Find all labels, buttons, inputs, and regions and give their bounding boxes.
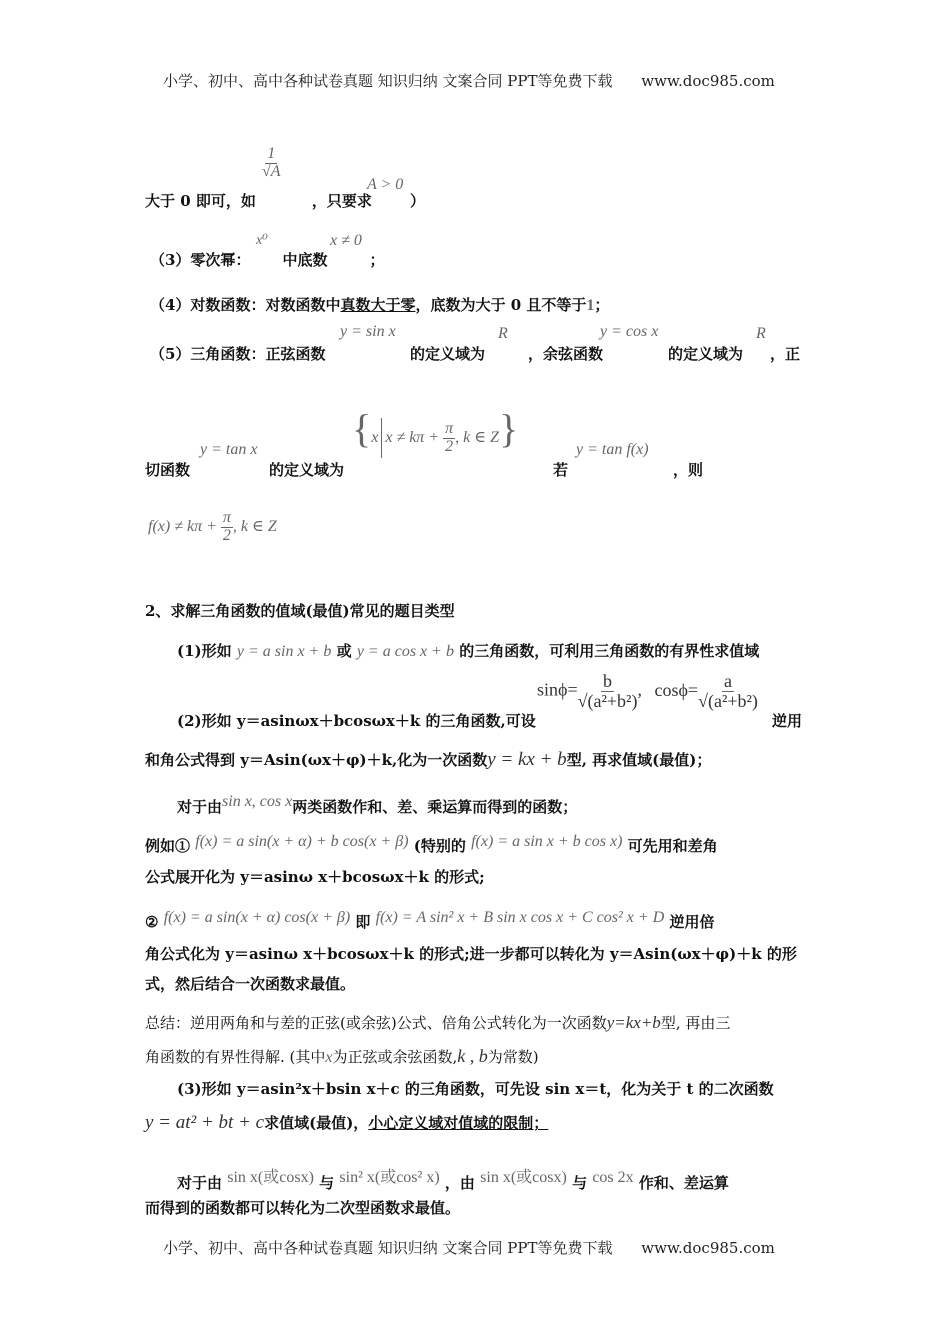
line-p2: （3）零次幂： 中底数 ； [150, 251, 385, 269]
math-fx-condition: f(x) ≠ kπ + $\frac{\pi}{2}$ , k ∈ Z [148, 509, 277, 544]
math-y-tan-fx: y = tan f(x) [576, 441, 649, 458]
page-footer [163, 1237, 775, 1258]
line-t9: 式，然后结合一次函数求最值。 [145, 975, 356, 993]
math-x-ne-0: x ≠ 0 [330, 232, 362, 249]
line-t2: (2)形如 y＝asinωx＋bcosωx＋k 的三角函数,可设 逆用 [177, 712, 803, 730]
math-sinphi-cosphi: sinϕ= $\frac{b}{\text{√(a²+b²)}}$ , cosϕ= $\frac{a}{\text{√(a²+b²)}}$ [537, 671, 758, 711]
header-url[interactable]: www.doc985.com [641, 72, 775, 90]
math-y-sinx: y = sin x [340, 323, 396, 340]
line-t13: y = at² + bt + c求值域(最值)，小心定义域对值域的限制； [145, 1112, 549, 1133]
footer-url[interactable]: www.doc985.com [641, 1239, 775, 1257]
line-t8: 角公式化为 y＝asinω x＋bcosωx＋k 的形式;进一步都可以转化为 y＝Asin(ωx＋φ)＋k 的形 [145, 945, 797, 963]
line-p1: 大于 0 即可，如 ，只要求 [145, 192, 372, 210]
math-R-2: R [756, 325, 766, 342]
section-title: 2、求解三角函数的值域(最值)常见的题目类型 [145, 602, 455, 620]
math-A-positive: A > 0 [367, 176, 404, 193]
math-y-tanx: y = tan x [200, 441, 258, 458]
math-y-cosx: y = cos x [600, 323, 659, 340]
page-header [163, 70, 775, 91]
math-domain-set: {x x ≠ kπ + $\frac{\pi}{2}$ , k ∈ Z} [352, 405, 518, 458]
line-t4: 对于由sin x, cos x两类函数作和、差、乘运算而得到的函数； [177, 793, 578, 816]
line-p5: 切函数 的定义域为 若 ，则 [145, 461, 704, 479]
line-t12: (3)形如 y＝asin²x＋bsin x＋c 的三角函数，可先设 sin x＝t，化为关于 t 的二次函数 [177, 1080, 774, 1098]
math-R-1: R [498, 325, 508, 342]
footer-text: 小学、初中、高中各种试卷真题 知识归纳 文案合同 PPT等免费下载 [163, 1239, 613, 1257]
line-t10: 总结：逆用两角和与差的正弦(或余弦)公式、倍角公式转化为一次函数y=kx+b型, 再由三 [145, 1013, 731, 1032]
line-t6: 公式展开化为 y＝asinω x＋bcosωx＋k 的形式; [145, 868, 485, 886]
line-t5: 例如① f(x) = a sin(x + α) + b cos(x + β) (特别的 f(x) = a sin x + b cos x) 可先用和差角 [145, 833, 718, 855]
line-t1: (1)形如 y = a sin x + b 或 y = a cos x + b 的三角函数，可利用三角函数的有界性求值域 [177, 642, 760, 660]
line-t15: 而得到的函数都可以转化为二次型函数求最值。 [145, 1199, 461, 1217]
line-t14: 对于由 sin x(或cosx) 与 sin² x(或cos² x) ，由 sin x(或cosx) 与 cos 2x 作和、差运算 [177, 1169, 729, 1192]
line-p3: （4）对数函数：对数函数中真数大于零，底数为大于 0 且不等于1； [150, 296, 610, 314]
math-fraction-1-over-sqrtA: $\frac{1}{√A}$ [262, 145, 281, 180]
paren-close: ） [410, 192, 426, 210]
line-t7: ② f(x) = a sin(x + α) cos(x + β) 即 f(x) = A sin² x + B sin x cos x + C cos² x + D 逆用倍 [145, 909, 715, 931]
header-text: 小学、初中、高中各种试卷真题 知识归纳 文案合同 PPT等免费下载 [163, 72, 613, 90]
line-t11: 角函数的有界性得解. (其中x为正弦或余弦函数,k , b为常数) [145, 1046, 539, 1066]
line-p4: （5）三角函数：正弦函数 的定义域为 ，余弦函数 的定义域为 ，正 [150, 345, 801, 363]
math-x0: x⁰ [256, 233, 268, 248]
line-t3: 和角公式得到 y＝Asin(ωx＋φ)＋k,化为一次函数y = kx + b型, 再求值域(最值)； [145, 749, 712, 770]
